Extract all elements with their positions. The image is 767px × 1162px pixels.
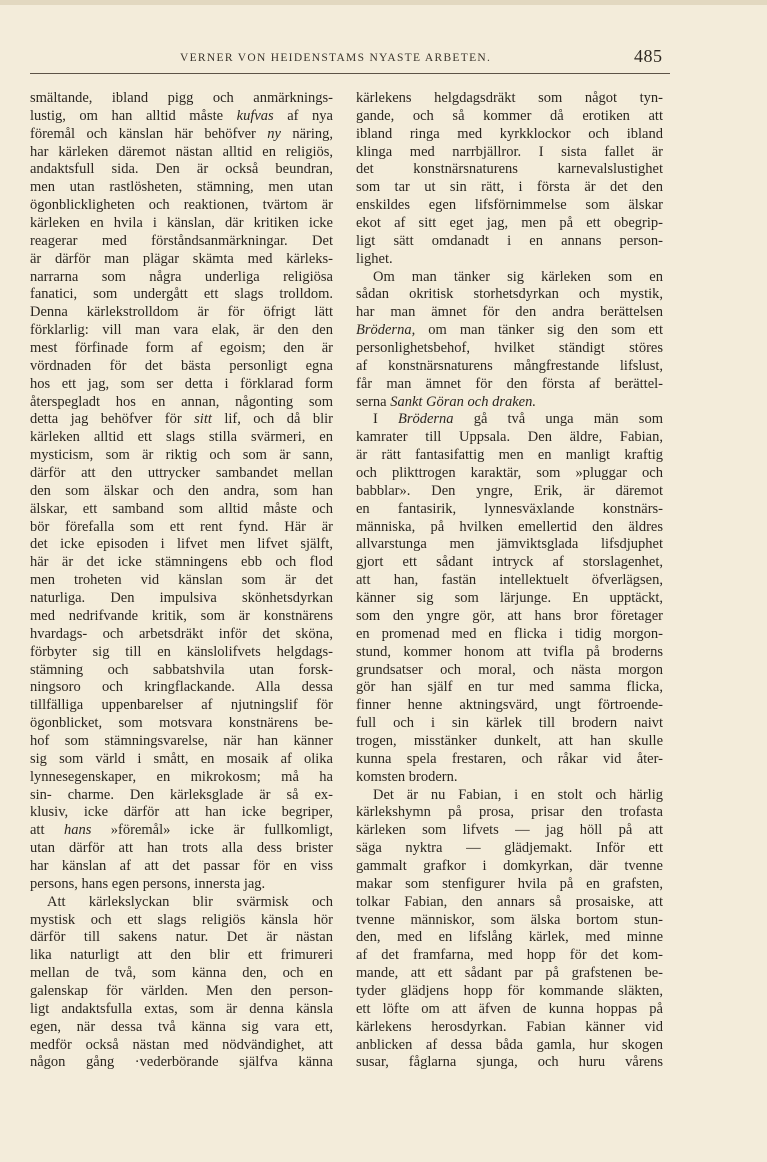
line-text: narrarna som några underliga religiösa — [30, 268, 333, 285]
line-text: kärleken en hvila i känslan, där kritiken icke — [30, 215, 333, 232]
running-head: VERNER VON HEIDENSTAMS NYASTE ARBETEN. — [180, 52, 492, 64]
line-text: allvarstunga men jämviktsglada lifsdjuphet — [356, 536, 663, 553]
text-line — [356, 519, 663, 537]
text-line — [30, 876, 333, 894]
text-line — [356, 411, 663, 429]
italic-title: kufvas — [236, 107, 274, 124]
text-line — [356, 394, 663, 412]
text-line — [30, 697, 333, 715]
text-line — [356, 429, 663, 447]
text-line — [356, 483, 663, 501]
header-rule — [30, 73, 670, 74]
line-text: fanatici, som undergått ett slags trolldom. — [30, 286, 333, 303]
text-line — [30, 358, 333, 376]
text-line — [30, 751, 333, 769]
line-text: en promenad med en flicka i tidig morgon- — [356, 625, 663, 642]
line-text: enskildes egen lifsförnimmelse som älskar — [356, 197, 663, 214]
text-line — [30, 286, 333, 304]
line-text: den, med en lifslång kärlek, med minne — [356, 929, 663, 946]
text-line — [356, 1019, 663, 1037]
line-text: sig som värld i smått, en mosaik af olika — [30, 750, 333, 767]
text-line — [30, 608, 333, 626]
text-line — [30, 644, 333, 662]
text-line — [30, 161, 333, 179]
text-line — [30, 965, 333, 983]
line-text: grundsatser och moral, och nästa morgon — [356, 661, 663, 678]
line-text: egen, när dessa två känna sig vara ett, — [30, 1018, 333, 1035]
line-text: susar, fåglarna sjunga, och huru vårens — [356, 1054, 663, 1071]
text-line — [30, 1019, 333, 1037]
line-text: makar som stenfigurer hvila på en grafsten, — [356, 875, 663, 892]
line-text: med nedrifvande kritik, som är konstnärens — [30, 607, 333, 624]
text-line — [30, 590, 333, 608]
text-line — [356, 983, 663, 1001]
text-line — [356, 662, 663, 680]
line-text: lustig, om han alltid måste — [30, 107, 237, 124]
text-line — [30, 304, 333, 322]
text-line — [356, 501, 663, 519]
page-header — [30, 38, 670, 74]
line-text: gammalt grafkor i domkyrkan, där tvenne — [356, 857, 663, 874]
text-line — [356, 787, 663, 805]
line-text: anblicken af dessa båda gamla, hur skogen — [356, 1036, 663, 1053]
line-text: persons, hans egen persons, innersta jag. — [30, 875, 266, 892]
line-text: smältande, ibland pigg och anmärknings- — [30, 90, 333, 106]
text-line — [30, 233, 333, 251]
text-line — [356, 876, 663, 894]
text-line — [30, 733, 333, 751]
line-text-after: gå två unga män som — [453, 411, 663, 428]
text-line — [356, 715, 663, 733]
line-text: kärlekens helgdagsdräkt som något tyn- — [356, 90, 663, 106]
text-line — [30, 144, 333, 162]
line-text: mystisk och ett slags religiös känsla hör — [30, 911, 333, 928]
line-text-after: lif, och då blir — [211, 411, 333, 428]
text-line — [356, 376, 663, 394]
line-text: tyder glädjens hopp för kommande släkten, — [356, 982, 663, 999]
line-text: stämning och sabbatshvila utan forsk- — [30, 661, 333, 678]
text-line — [30, 447, 333, 465]
text-line — [30, 858, 333, 876]
text-line — [356, 644, 663, 662]
text-line — [356, 608, 663, 626]
text-line — [356, 251, 663, 269]
line-text: vördnaden för det bästa personligt egna — [30, 357, 333, 374]
line-text: Att kärlekslyckan blir svärmisk och — [47, 893, 333, 910]
line-text: kunna spela frestaren, och råkar vid åter- — [356, 750, 663, 767]
text-line — [30, 322, 333, 340]
line-text: som den yngre gör, att hans bror företager — [356, 607, 663, 624]
text-line — [30, 90, 333, 108]
line-text: har känslan af att det passar för en viss — [30, 857, 333, 874]
text-line — [30, 840, 333, 858]
text-line — [30, 483, 333, 501]
text-line — [356, 1054, 663, 1072]
italic-title: hans — [63, 822, 92, 839]
line-text: en fantasirik, lynnesväxlande konstnärs- — [356, 500, 663, 517]
line-text: därför till sakens natur. Det är nästan — [30, 929, 333, 946]
text-line — [356, 912, 663, 930]
text-line — [30, 269, 333, 287]
line-text: galenskap för världen. Men den person- — [30, 982, 333, 999]
line-text: förklarlig: vill man vara elak, är den den — [30, 322, 333, 339]
line-text: är rätt fantasifattig men en manligt kraftig — [356, 447, 663, 464]
text-line — [356, 733, 663, 751]
text-line — [356, 108, 663, 126]
line-text: andaktsfull sida. Den är också beundran, — [30, 161, 333, 178]
text-line — [356, 304, 663, 322]
text-line — [356, 626, 663, 644]
text-line — [30, 465, 333, 483]
text-line — [30, 554, 333, 572]
text-line — [30, 429, 333, 447]
line-text: lika naturligt att den blir ett frimureri — [30, 947, 333, 964]
text-line — [356, 269, 663, 287]
line-text: här är det icke stämningens ebb och flod — [30, 554, 333, 571]
text-line — [356, 90, 663, 108]
line-text: tolkar Fabian, den annars så prosaiske, att — [356, 893, 663, 910]
line-text: af det framfarna, med hopp för det kom- — [356, 947, 663, 964]
line-text: hos ett jag, som ser detta i förklarad form — [30, 375, 333, 392]
text-line — [30, 662, 333, 680]
line-text: föremål och känslan här behöfver — [30, 125, 268, 142]
text-line — [30, 894, 333, 912]
line-text: naturliga. Den impulsiva skönhetsdyrkan — [30, 590, 333, 607]
line-text: känner sig som lärjunge. En upptäckt, — [356, 590, 663, 607]
text-line — [30, 822, 333, 840]
line-text: har man ämnet för den andra berättelsen — [356, 304, 663, 321]
line-text: säga nyktra — glädjemakt. Inför ett — [356, 840, 663, 857]
line-text: människa, på hvilken emellertid den äldres — [356, 518, 663, 535]
text-line — [356, 554, 663, 572]
line-text: förbyter sig till en känslolifvets helgdags- — [30, 643, 333, 660]
text-line — [30, 1037, 333, 1055]
line-text: reagerar med förståndsanmärkningar. Det — [30, 232, 333, 249]
text-line — [356, 161, 663, 179]
line-text: men utan rastlösheten, stämning, men utan — [30, 179, 333, 196]
line-text: komsten brodern. — [356, 768, 458, 785]
line-text: någon gång ·vederbörande själfva känna — [30, 1054, 333, 1071]
text-line — [30, 1054, 333, 1072]
text-line — [356, 590, 663, 608]
line-text: ett löfte om att äfven de kunna hoppas på — [356, 1000, 663, 1017]
line-text: gör han själf en tur med samma flicka, — [356, 679, 663, 696]
line-text: återspegladt hos en annan, någonting som — [30, 393, 333, 410]
line-text: ligt andaktsfulla extas, som är denna känsla — [30, 1000, 333, 1017]
text-line — [356, 322, 663, 340]
line-text: och plikttrogen karaktär, som »pluggar och — [356, 465, 663, 482]
line-text: medför också nästan med nödvändighet, att — [30, 1036, 333, 1053]
text-line — [30, 572, 333, 590]
line-text: utan därför att han trots alla dess brister — [30, 840, 333, 857]
line-text: mande, att ett sådant par på grafstenen be- — [356, 965, 663, 982]
text-line — [356, 340, 663, 358]
line-text: I — [373, 411, 398, 428]
text-line — [30, 108, 333, 126]
page-top-edge — [0, 0, 767, 5]
text-line — [356, 233, 663, 251]
italic-title: Sankt Göran och draken. — [390, 393, 536, 410]
line-text-after: af nya — [273, 107, 333, 124]
text-line — [356, 358, 663, 376]
text-line — [356, 804, 663, 822]
italic-title: Bröderna — [397, 411, 454, 428]
text-line — [356, 286, 663, 304]
line-text: Det är nu Fabian, i en stolt och härlig — [373, 786, 663, 803]
line-text: ögonblicket, som motsvara konstnärens be- — [30, 715, 333, 732]
text-line — [356, 858, 663, 876]
text-line — [356, 536, 663, 554]
text-line — [356, 929, 663, 947]
line-text: gande, och så kommer då erotiken att — [356, 107, 663, 124]
text-line — [356, 697, 663, 715]
line-text: är därför man plägar skämta med kärleks- — [30, 250, 333, 267]
text-line — [30, 126, 333, 144]
text-line — [30, 1001, 333, 1019]
text-line — [30, 376, 333, 394]
line-text: det konstnärsnaturens karnevalslustighet — [356, 161, 663, 178]
line-text: full och i sin kärlek till brodern naivt — [356, 715, 663, 732]
line-text: mellan de två, som känna den, och en — [30, 965, 333, 982]
line-text: trogen, misstänker dunkelt, att han skulle — [356, 732, 663, 749]
line-text: kärleken som lifvets — jag höll på att — [356, 822, 663, 839]
italic-title: sitt — [194, 411, 212, 428]
text-line — [30, 215, 333, 233]
text-line — [30, 804, 333, 822]
line-text: sin- charme. Den kärleksglade är så ex- — [30, 786, 333, 803]
text-line — [356, 572, 663, 590]
line-text: mysticism, som är riktig och som är sann, — [30, 447, 333, 464]
text-line — [356, 965, 663, 983]
right-text-column — [356, 90, 663, 1072]
line-text: bör förefalla som ett rent fynd. Här är — [30, 518, 333, 535]
text-line — [30, 787, 333, 805]
line-text: gjort ett sådant intryck af storslagenhet, — [356, 554, 663, 571]
line-text: älskar, ett samband som alltid måste och — [30, 500, 333, 517]
line-text: Denna kärlekstrolldom är för öfrigt lätt — [30, 304, 333, 321]
line-text: ningsoro och kringflackande. Alla dessa — [30, 679, 333, 696]
text-line — [356, 894, 663, 912]
line-text: hvardags- och arbetsdräkt inför det sköna, — [30, 625, 333, 642]
line-text: lynnesegenskaper, en mikrokosm; må ha — [30, 768, 333, 785]
text-line — [30, 536, 333, 554]
line-text: Om man tänker sig kärleken som en — [373, 268, 663, 285]
line-text: serna — [356, 393, 391, 410]
line-text: tillfälliga uppenbarelser af njutningslif för — [30, 697, 333, 714]
text-line — [30, 197, 333, 215]
left-text-column — [30, 90, 333, 1072]
line-text: klinga med narrbjällror. I sista fallet är — [356, 143, 663, 160]
text-line — [30, 715, 333, 733]
line-text: detta jag behöfver för — [30, 411, 195, 428]
line-text: stund, kommer honom att tvifla på broderns — [356, 643, 663, 660]
line-text: kamrater till Uppsala. Den äldre, Fabian, — [356, 429, 663, 446]
line-text: kärlekens herosdyrkan. Fabian känner vid — [356, 1018, 663, 1035]
text-line — [30, 929, 333, 947]
line-text: har kärleken däremot nästan alltid en religiös, — [30, 143, 333, 160]
line-text-after: näring, — [280, 125, 333, 142]
text-line — [30, 983, 333, 1001]
text-line — [356, 679, 663, 697]
line-text: lighet. — [356, 250, 393, 267]
line-text: ögonblickligheten och reaktionen, tvärtom är — [30, 197, 333, 214]
text-line — [356, 840, 663, 858]
text-line — [356, 947, 663, 965]
text-line — [356, 1001, 663, 1019]
line-text: finner henne aktningsvärd, ungt förtroende- — [356, 697, 663, 714]
text-line — [30, 769, 333, 787]
text-line — [356, 144, 663, 162]
line-text: men troheten vid känslan som är det — [30, 572, 333, 589]
line-text: den som älskar och den andra, som han — [30, 482, 333, 499]
line-text-after: »föremål» icke är fullkomligt, — [91, 822, 333, 839]
text-line — [30, 912, 333, 930]
text-line — [356, 215, 663, 233]
text-line — [356, 465, 663, 483]
line-text: personlighetsbehof, hvilket ständigt störes — [356, 340, 663, 357]
text-line — [356, 447, 663, 465]
text-line — [30, 251, 333, 269]
text-line — [30, 340, 333, 358]
italic-title: ny — [267, 125, 281, 142]
text-line — [30, 519, 333, 537]
line-text: babblar». Den yngre, Erik, är däremot — [356, 482, 663, 499]
text-line — [356, 179, 663, 197]
text-line — [356, 126, 663, 144]
text-line — [30, 179, 333, 197]
line-text: sådan okritisk storhetsdyrkan och mystik, — [356, 286, 663, 303]
line-text: som tar ut sin rätt, i första är det den — [356, 179, 663, 196]
italic-title: Bröderna, — [356, 322, 416, 339]
line-text: af konstnärsnaturens mångfrestande lifslust, — [356, 357, 663, 374]
text-line — [30, 679, 333, 697]
line-text: ligt sätt omdanadt i en annans person- — [356, 232, 663, 249]
line-text: kärleken alltid ett slags stilla svärmeri, en — [30, 429, 333, 446]
line-text: det icke episoden i lifvet men lifvet själft, — [30, 536, 333, 553]
text-line — [356, 822, 663, 840]
line-text: ibland ringa med kyrkklockor och ibland — [356, 125, 663, 142]
page-number: 485 — [634, 46, 663, 66]
line-text: mest förfinade form af egoism; den är — [30, 340, 333, 357]
text-line — [30, 626, 333, 644]
line-text-after: om man tänker sig den som ett — [415, 322, 663, 339]
line-text: därför att den uttrycker sambandet mellan — [30, 465, 333, 482]
line-text: tvenne människor, som älska bortom stun- — [356, 911, 663, 928]
line-text: att han, fastän intellektuelt öfverlägsen, — [356, 572, 663, 589]
text-line — [356, 751, 663, 769]
line-text: kärlekshymn på prosa, prisar den trofasta — [356, 804, 663, 821]
line-text: klusiv, icke därför att han icke begriper, — [30, 804, 333, 821]
text-line — [356, 769, 663, 787]
text-line — [30, 394, 333, 412]
text-line — [30, 947, 333, 965]
text-line — [356, 197, 663, 215]
line-text: att — [30, 822, 64, 839]
line-text: ekot af sitt eget jag, men på ett obegrip- — [356, 215, 663, 232]
text-line — [30, 501, 333, 519]
text-line — [356, 1037, 663, 1055]
text-line — [30, 411, 333, 429]
line-text: hof som stämningsvarelse, när han känner — [30, 732, 333, 749]
line-text: får man ämnet för den första af berättel- — [356, 375, 663, 392]
